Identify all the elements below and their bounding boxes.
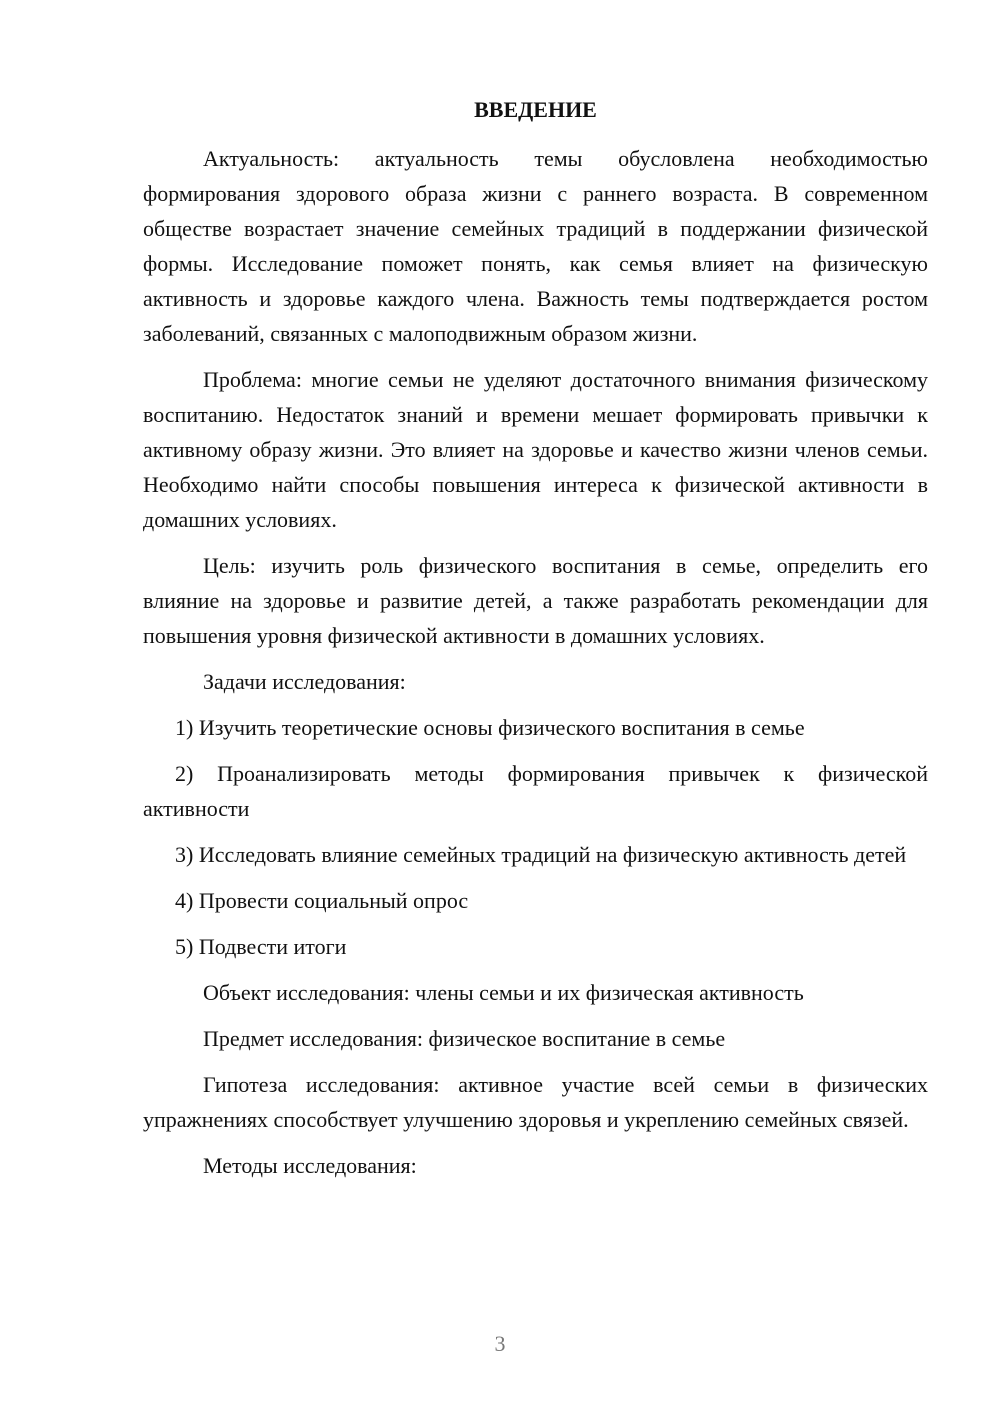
task-item-3: 3) Исследовать влияние семейных традиций на физическую активность детей [175, 842, 907, 867]
task-item-5: 5) Подвести итоги [175, 934, 347, 959]
page-number: 3 [494, 1331, 506, 1356]
research-hypothesis: Гипотеза исследования: активное участие всей семьи в физических упражнениях способствует улучшению здоровья и укреплению семейных связей. [143, 1072, 928, 1132]
task-item-1: 1) Изучить теоретические основы физического воспитания в семье [175, 715, 805, 740]
task-item-2: 2) Проанализировать методы формирования привычек к физической активности [143, 761, 928, 821]
paragraph-goal: Цель: изучить роль физического воспитания в семье, определить его влияние на здоровье и развитие детей, а также разработать рекомендации для повышения уровня физической активности в домашних условиях. [143, 553, 928, 648]
paragraph-problem: Проблема: многие семьи не уделяют достаточного внимания физическому воспитанию. Недостаток знаний и времени мешает формировать привычки к активному образу жизни. Это влияет на здоровье и качество жизни членов семьи. Необходимо найти способы повышения интереса к физической активности в домашних условиях. [143, 367, 928, 532]
section-title: ВВЕДЕНИЕ [474, 97, 597, 122]
paragraph-relevance: Актуальность: актуальность темы обусловлена необходимостью формирования здорового образа жизни с раннего возраста. В современном обществе возрастает значение семейных традиций в поддержании физической формы. Исследование поможет понять, как семья влияет на физическую активность и здоровье каждого члена. Важность темы подтверждается ростом заболеваний, связанных с малоподвижным образом жизни. [143, 146, 928, 346]
document-body [143, 92, 928, 1194]
methods-heading: Методы исследования: [203, 1153, 417, 1178]
task-item-4: 4) Провести социальный опрос [175, 888, 469, 913]
research-object: Объект исследования: члены семьи и их физическая активность [203, 980, 804, 1005]
research-subject: Предмет исследования: физическое воспитание в семье [203, 1026, 726, 1051]
tasks-heading: Задачи исследования: [203, 669, 406, 694]
